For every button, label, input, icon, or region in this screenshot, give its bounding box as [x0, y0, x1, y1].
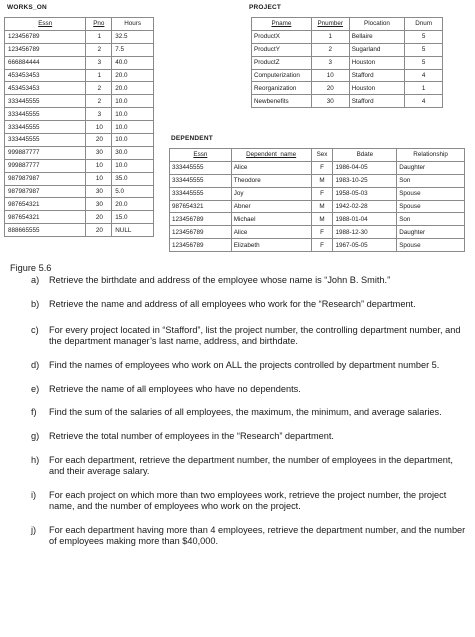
- works-on-row: [5, 30, 154, 43]
- works-on-cell: 35.0: [112, 172, 154, 185]
- works-on-row: [5, 69, 154, 82]
- works-on-cell: 30: [86, 146, 112, 159]
- question-letter: e): [31, 383, 40, 394]
- dependent-cell: Joy: [231, 187, 311, 200]
- works-on-row: [5, 82, 154, 95]
- works-on-cell: 3: [86, 56, 112, 69]
- works-on-row: [5, 95, 154, 108]
- works-on-cell: 20.0: [112, 198, 154, 211]
- project-cell: Reorganization: [252, 82, 312, 95]
- project-cell: Sugarland: [349, 43, 405, 56]
- project-row: [252, 82, 443, 95]
- dependent-cell: Abner: [231, 200, 311, 213]
- question-text: For each department having more than 4 employees, retrieve the department number, and the number of employees making more than $40,000.: [49, 524, 466, 546]
- dependent-title: DEPENDENT: [171, 135, 213, 142]
- dependent-cell: M: [311, 200, 333, 213]
- dependent-cell: Theodore: [231, 174, 311, 187]
- project-col-pnumber: Pnumber: [311, 18, 349, 31]
- project-title: PROJECT: [249, 4, 282, 11]
- project-cell: 4: [405, 95, 443, 108]
- dependent-cell: F: [311, 226, 333, 239]
- question-text: For every project located in “Stafford”, list the project number, the controlling department number, and the department manager’s last name, address, and birthdate.: [49, 324, 461, 346]
- question-letter: g): [31, 431, 40, 442]
- works-on-cell: 333445555: [5, 134, 86, 147]
- dependent-cell: F: [311, 187, 333, 200]
- works-on-cell: 10.0: [112, 121, 154, 134]
- works-on-cell: 20.0: [112, 82, 154, 95]
- dependent-col-relationship: Relationship: [397, 149, 465, 162]
- question-item: [31, 384, 469, 395]
- works-on-cell: 888665555: [5, 224, 86, 237]
- question-list: [31, 275, 469, 547]
- dependent-cell: 1988-12-30: [333, 226, 397, 239]
- question-text: For each department, retrieve the department number, the number of employees in the department, and their average salary.: [49, 455, 453, 477]
- project-cell: ProductX: [252, 30, 312, 43]
- project-table: [251, 17, 443, 108]
- works-on-cell: 2: [86, 95, 112, 108]
- dependent-cell: 1983-10-25: [333, 174, 397, 187]
- dependent-cell: 1942-02-28: [333, 200, 397, 213]
- works-on-cell: 453453453: [5, 69, 86, 82]
- question-item: [31, 407, 469, 418]
- question-letter: d): [31, 359, 40, 370]
- project-header-row: [252, 18, 443, 31]
- works-on-cell: 333445555: [5, 121, 86, 134]
- project-col-plocation: Plocation: [349, 18, 405, 31]
- works-on-table: [4, 17, 154, 237]
- dependent-cell: Daughter: [397, 161, 465, 174]
- dependent-cell: 1958-05-03: [333, 187, 397, 200]
- question-item: [31, 325, 469, 347]
- dependent-row: [170, 187, 465, 200]
- dependent-col-sex: Sex: [311, 149, 333, 162]
- project-cell: ProductY: [252, 43, 312, 56]
- works-on-cell: 123456789: [5, 43, 86, 56]
- project-row: [252, 43, 443, 56]
- question-text: For each project on which more than two employees work, retrieve the project number, the project name, and the number of employees who work on the project.: [49, 490, 447, 511]
- question-item: [31, 431, 469, 442]
- question-letter: a): [31, 275, 40, 285]
- works-on-row: [5, 121, 154, 134]
- dependent-col-bdate: Bdate: [333, 149, 397, 162]
- dependent-cell: 123456789: [170, 226, 232, 239]
- works-on-row: [5, 43, 154, 56]
- question-text: Retrieve the birthdate and address of the employee whose name is “John B. Smith.”: [49, 275, 391, 285]
- dependent-cell: Son: [397, 174, 465, 187]
- works-on-col-pno: Pno: [86, 18, 112, 31]
- works-on-cell: 987654321: [5, 211, 86, 224]
- project-cell: 3: [311, 56, 349, 69]
- works-on-cell: 10.0: [112, 95, 154, 108]
- question-letter: h): [31, 455, 40, 466]
- works-on-cell: 40.0: [112, 56, 154, 69]
- question-item: [31, 455, 469, 477]
- dependent-cell: F: [311, 161, 333, 174]
- works-on-cell: 2: [86, 43, 112, 56]
- dependent-cell: 1986-04-05: [333, 161, 397, 174]
- dependent-cell: Spouse: [397, 239, 465, 252]
- dependent-cell: 333445555: [170, 187, 232, 200]
- works-on-cell: 20: [86, 224, 112, 237]
- question-text: Find the sum of the salaries of all employees, the maximum, the minimum, and average salaries.: [49, 407, 442, 418]
- works-on-row: [5, 198, 154, 211]
- dependent-header-row: [170, 149, 465, 162]
- dependent-cell: 987654321: [170, 200, 232, 213]
- project-row: [252, 56, 443, 69]
- project-cell: Newbenefits: [252, 95, 312, 108]
- figure-caption: Figure 5.6: [10, 263, 52, 273]
- works-on-title: WORKS_ON: [7, 4, 47, 11]
- works-on-cell: 10.0: [112, 159, 154, 172]
- dependent-cell: 1967-05-05: [333, 239, 397, 252]
- dependent-row: [170, 239, 465, 252]
- dependent-row: [170, 226, 465, 239]
- question-item: [31, 299, 469, 310]
- project-col-dnum: Dnum: [405, 18, 443, 31]
- works-on-cell: 666884444: [5, 56, 86, 69]
- works-on-cell: 10.0: [112, 108, 154, 121]
- project-cell: 2: [311, 43, 349, 56]
- project-cell: 30: [311, 95, 349, 108]
- works-on-header-row: [5, 18, 154, 31]
- dependent-col-essn: Essn: [170, 149, 232, 162]
- works-on-cell: 1: [86, 30, 112, 43]
- works-on-cell: 3: [86, 108, 112, 121]
- project-row: [252, 95, 443, 108]
- works-on-cell: 333445555: [5, 108, 86, 121]
- dependent-row: [170, 174, 465, 187]
- question-text: Find the names of employees who work on ALL the projects controlled by department number 5.: [49, 359, 440, 370]
- project-row: [252, 30, 443, 43]
- project-cell: ProductZ: [252, 56, 312, 69]
- dependent-cell: Daughter: [397, 226, 465, 239]
- dependent-cell: M: [311, 213, 333, 226]
- question-letter: f): [31, 407, 37, 418]
- dependent-row: [170, 161, 465, 174]
- works-on-cell: 10: [86, 121, 112, 134]
- works-on-cell: 987987987: [5, 172, 86, 185]
- dependent-cell: Elizabeth: [231, 239, 311, 252]
- works-on-cell: 1: [86, 69, 112, 82]
- dependent-row: [170, 200, 465, 213]
- question-text: Retrieve the name of all employees who have no dependents.: [49, 383, 301, 394]
- works-on-cell: 10: [86, 172, 112, 185]
- works-on-row: [5, 172, 154, 185]
- dependent-table: [169, 148, 465, 252]
- project-cell: Stafford: [349, 95, 405, 108]
- works-on-cell: 987987987: [5, 185, 86, 198]
- works-on-cell: 123456789: [5, 30, 86, 43]
- works-on-cell: NULL: [112, 224, 154, 237]
- works-on-row: [5, 159, 154, 172]
- works-on-cell: 5.0: [112, 185, 154, 198]
- works-on-cell: 30.0: [112, 146, 154, 159]
- project-cell: 1: [311, 30, 349, 43]
- works-on-cell: 20: [86, 211, 112, 224]
- project-cell: Houston: [349, 56, 405, 69]
- project-row: [252, 69, 443, 82]
- works-on-col-essn: Essn: [5, 18, 86, 31]
- works-on-cell: 30: [86, 198, 112, 211]
- question-letter: i): [31, 490, 37, 501]
- dependent-cell: 123456789: [170, 213, 232, 226]
- question-letter: c): [31, 324, 39, 335]
- works-on-row: [5, 185, 154, 198]
- works-on-cell: 7.5: [112, 43, 154, 56]
- dependent-cell: Michael: [231, 213, 311, 226]
- question-item: [31, 525, 469, 547]
- works-on-row: [5, 56, 154, 69]
- question-letter: j): [31, 524, 37, 535]
- dependent-cell: F: [311, 239, 333, 252]
- dependent-col-name: Dependent_name: [231, 149, 311, 162]
- project-cell: Stafford: [349, 69, 405, 82]
- works-on-col-hours: Hours: [112, 18, 154, 31]
- works-on-cell: 999887777: [5, 159, 86, 172]
- project-cell: 5: [405, 56, 443, 69]
- works-on-cell: 10: [86, 159, 112, 172]
- works-on-cell: 20: [86, 134, 112, 147]
- works-on-cell: 20.0: [112, 69, 154, 82]
- question-item: [31, 360, 469, 371]
- works-on-cell: 987654321: [5, 198, 86, 211]
- works-on-row: [5, 224, 154, 237]
- dependent-cell: Alice: [231, 161, 311, 174]
- project-cell: 20: [311, 82, 349, 95]
- works-on-cell: 2: [86, 82, 112, 95]
- dependent-cell: Alice: [231, 226, 311, 239]
- works-on-cell: 453453453: [5, 82, 86, 95]
- dependent-cell: Son: [397, 213, 465, 226]
- dependent-cell: Spouse: [397, 187, 465, 200]
- project-cell: 5: [405, 43, 443, 56]
- question-text: Retrieve the name and address of all employees who work for the “Research” department.: [49, 298, 416, 309]
- works-on-cell: 999887777: [5, 146, 86, 159]
- dependent-row: [170, 213, 465, 226]
- works-on-cell: 15.0: [112, 211, 154, 224]
- project-cell: Computerization: [252, 69, 312, 82]
- question-item: [31, 275, 469, 286]
- project-cell: 1: [405, 82, 443, 95]
- question-letter: b): [31, 298, 40, 309]
- project-cell: 5: [405, 30, 443, 43]
- project-cell: Bellaire: [349, 30, 405, 43]
- dependent-cell: Spouse: [397, 200, 465, 213]
- dependent-cell: 333445555: [170, 161, 232, 174]
- question-text: Retrieve the total number of employees in the “Research” department.: [49, 431, 334, 442]
- project-cell: 4: [405, 69, 443, 82]
- works-on-cell: 32.5: [112, 30, 154, 43]
- dependent-cell: M: [311, 174, 333, 187]
- question-item: [31, 490, 469, 512]
- dependent-cell: 1988-01-04: [333, 213, 397, 226]
- dependent-cell: 123456789: [170, 239, 232, 252]
- works-on-row: [5, 146, 154, 159]
- project-col-pname: Pname: [252, 18, 312, 31]
- project-cell: Houston: [349, 82, 405, 95]
- dependent-cell: 333445555: [170, 174, 232, 187]
- works-on-row: [5, 211, 154, 224]
- works-on-row: [5, 108, 154, 121]
- project-cell: 10: [311, 69, 349, 82]
- works-on-cell: 30: [86, 185, 112, 198]
- works-on-row: [5, 134, 154, 147]
- works-on-cell: 10.0: [112, 134, 154, 147]
- works-on-cell: 333445555: [5, 95, 86, 108]
